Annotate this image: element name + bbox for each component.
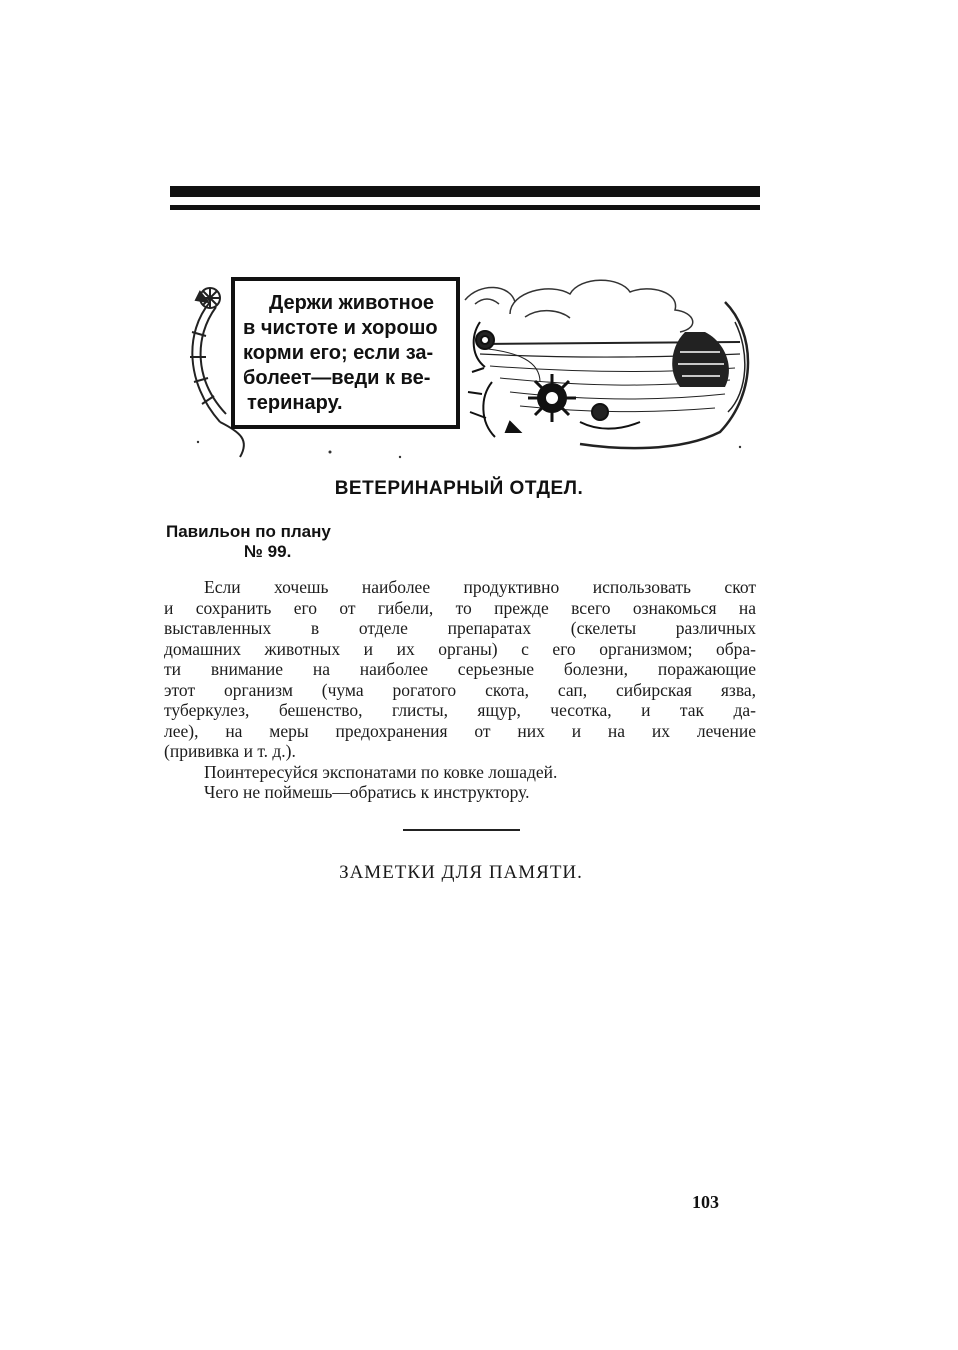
motto-line: болеет—веди к ве-	[243, 367, 431, 389]
pavilion-label: Павильон по плану	[166, 522, 331, 541]
page-number: 103	[692, 1192, 719, 1212]
body-line: туберкулез, бешенство, глисты, ящур, чесотка, и так да-	[164, 700, 756, 720]
motto-line: корми его; если за-	[243, 342, 434, 364]
section-title-text: ВЕТЕРИНАРНЫЙ ОТДЕЛ.	[334, 478, 584, 499]
header-rule-thick	[170, 186, 760, 197]
motto-line: теринару.	[247, 392, 343, 414]
body-line: Поинтересуйся экспонатами по ковке лошадей.	[204, 761, 558, 782]
section-title	[0, 478, 958, 500]
body-line: домашних животных и их органы) с его организмом; обра-	[164, 638, 756, 659]
body-line: Чего не поймешь—обратись к инструктору.	[204, 782, 530, 802]
body-line: ти внимание на наиболее серьезные болезни, поражающие	[164, 659, 756, 679]
pavilion-number: № 99.	[244, 542, 292, 561]
body-line: Если хочешь наиболее продуктивно использовать скот	[204, 577, 756, 597]
body-line: лее), на меры предохранения от них и на их лечение	[164, 720, 756, 741]
motto-line: в чистоте и хорошо	[243, 317, 438, 339]
body-line: выставленных в отделе препаратах (скелеты различных	[164, 618, 756, 638]
section-separator	[403, 829, 520, 831]
motto-line: Держи животное	[269, 292, 435, 314]
motto-box	[231, 277, 460, 429]
body-line: этот организм (чума рогатого скота, сап, сибирская язва,	[164, 679, 756, 700]
body-line: (прививка и т. д.).	[164, 741, 296, 761]
body-paragraphs	[164, 577, 756, 803]
body-line: и сохранить его от гибели, то прежде всего ознакомься на	[164, 597, 756, 618]
notes-title-text: ЗАМЕТКИ ДЛЯ ПАМЯТИ.	[339, 862, 583, 883]
notes-title	[0, 862, 958, 884]
header-rule-thin	[170, 205, 760, 210]
